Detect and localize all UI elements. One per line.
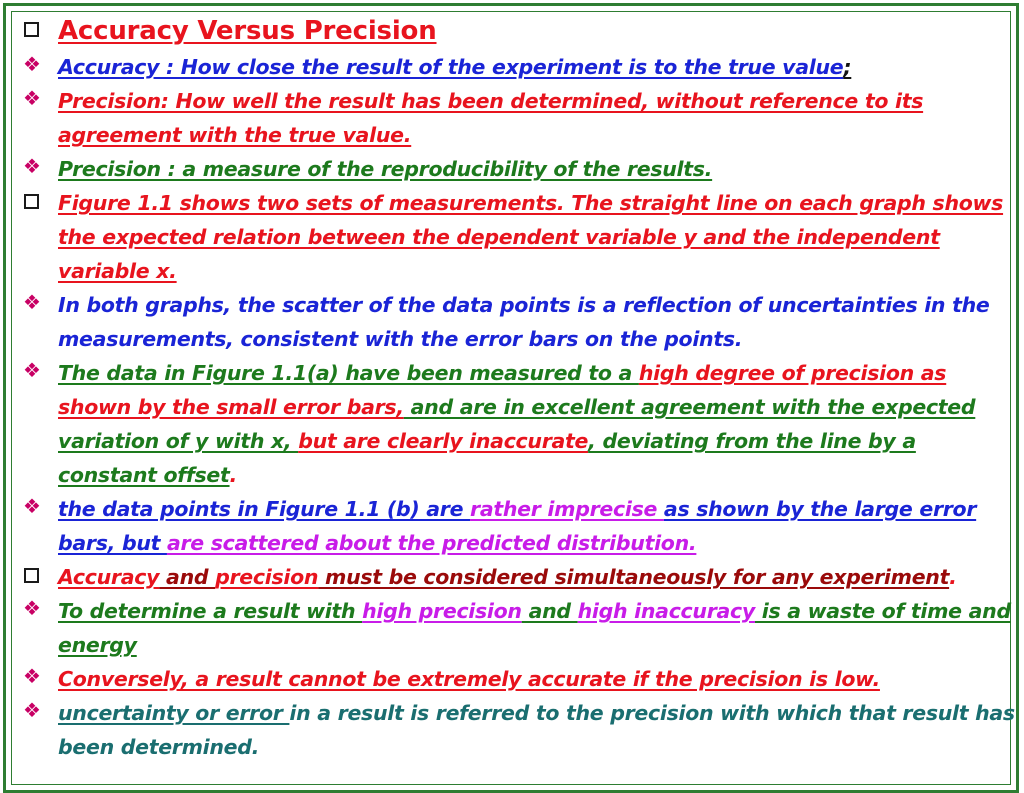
bullet-item [22, 186, 1018, 288]
text-segment: high precision [362, 599, 522, 623]
text-segment: In both graphs, the scatter of the data points is a reflection of uncertainties in the measurements, consistent with the error bars on the points. [58, 293, 990, 351]
slide-title [22, 12, 1018, 50]
bullet-item [22, 84, 1018, 152]
text-segment: uncertainty or error [58, 701, 290, 725]
diamond-bullet-icon: ❖ [23, 86, 41, 110]
text-segment: Precision : a measure of the reproducibility of the results. [58, 157, 713, 181]
bullet-item [22, 492, 1018, 560]
bullet-item [22, 696, 1018, 764]
bullet-item [22, 560, 1018, 594]
bullet-item [22, 50, 1018, 84]
text-segment: Figure 1.1 shows two sets of measurements. The straight line on each graph shows the expected relation between the dependent variable y and the independent variable x. [58, 191, 1004, 283]
text-segment: and [521, 599, 578, 623]
text-segment: as shown by the large error bars, but [58, 497, 977, 555]
text-segment: the data points in Figure 1.1 (b) are [58, 497, 471, 521]
text-segment: To determine a result with [58, 599, 363, 623]
bullet-item [22, 662, 1018, 696]
text-segment: are scattered about the predicted distribution. [166, 531, 697, 555]
diamond-bullet-icon: ❖ [23, 494, 41, 518]
text-segment: Accuracy : How close the result of the experiment is to the true value [58, 55, 844, 79]
text-segment: . [229, 463, 238, 487]
text-segment: high degree of precision as shown by the small error bars, [58, 361, 947, 419]
text-segment: and [159, 565, 216, 589]
square-bullet-icon [22, 12, 52, 50]
text-segment: is a waste of time and energy [58, 599, 1011, 657]
text-segment: The data in Figure 1.1(a) have been measured to a [58, 361, 639, 385]
text-segment: Precision: How well the result has been determined, without reference to its agreement with the true value. [58, 89, 924, 147]
text-segment: Conversely, a result cannot be extremely accurate if the precision is low. [58, 667, 880, 691]
text-segment: must be considered simultaneously for any experiment [318, 565, 950, 589]
text-segment: . [949, 565, 957, 589]
text-segment: but are clearly inaccurate [298, 429, 589, 453]
square-bullet-icon [22, 186, 52, 220]
text-segment: ; [843, 55, 852, 79]
bullet-item [22, 152, 1018, 186]
diamond-bullet-icon: ❖ [23, 698, 41, 722]
diamond-bullet-icon: ❖ [23, 596, 41, 620]
text-segment: , deviating from the line by a constant offset [58, 429, 916, 487]
text-segment: high inaccuracy [577, 599, 755, 623]
text-segment: and are in excellent agreement with the expected variation of y with x, [58, 395, 976, 453]
diamond-bullet-icon: ❖ [23, 52, 41, 76]
text-segment: in a result is referred to the precision with which that result has been determined [58, 701, 1015, 759]
text-segment: Accuracy [58, 565, 160, 589]
text-segment: . [251, 735, 260, 759]
diamond-bullet-icon: ❖ [23, 358, 41, 382]
square-bullet-icon [22, 560, 52, 594]
text-segment: Accuracy Versus Precision [58, 16, 437, 46]
slide-content [22, 12, 1018, 764]
bullet-item [22, 288, 1018, 356]
diamond-bullet-icon: ❖ [23, 664, 41, 688]
diamond-bullet-icon: ❖ [23, 154, 41, 178]
bullet-item [22, 356, 1018, 492]
text-segment: precision [215, 565, 319, 589]
text-segment: rather imprecise [470, 497, 664, 521]
bullet-item [22, 594, 1018, 662]
diamond-bullet-icon: ❖ [23, 290, 41, 314]
